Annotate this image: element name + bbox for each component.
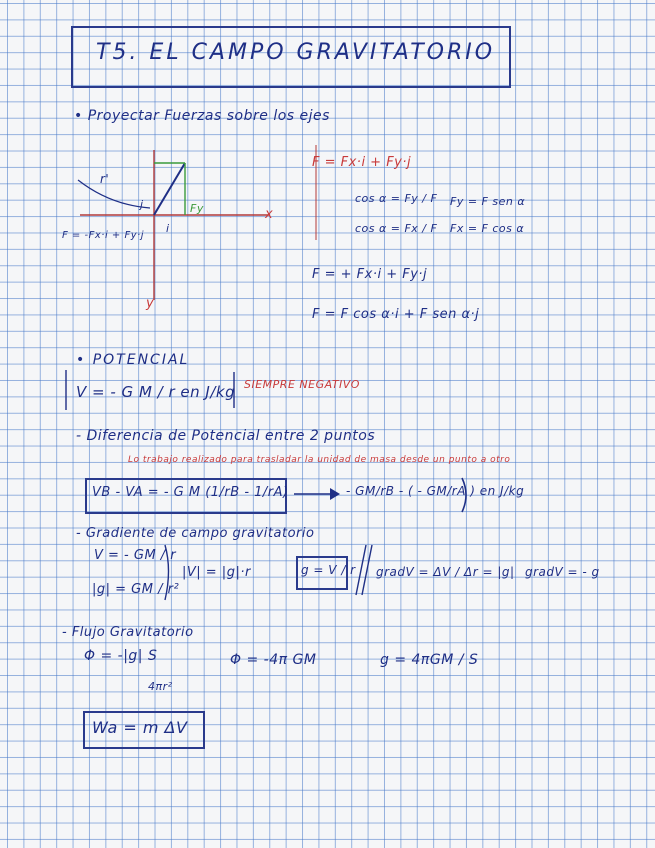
potencial-formula: V = - G M / r en J/kg: [76, 383, 236, 401]
difference-definition: Lo trabajo realizado para trasladar la unidad de masa desde un punto a otro: [128, 455, 511, 465]
eq-force-angle: F = F cos α·i + F sen α·j: [312, 307, 480, 322]
gradient-v-equation: V = - GM / r: [94, 548, 177, 563]
diagram-label-r: r': [100, 172, 110, 186]
gradient-relation: |V| = |g|·r: [182, 565, 251, 580]
flux-heading-text: Flujo Gravitatorio: [71, 625, 194, 640]
eq-force-components: F = Fx·i + Fy·j: [312, 155, 412, 170]
diagram-label-j: j: [140, 198, 144, 211]
flux-equation: Φ = -|g| S: [84, 648, 158, 664]
gradient-grad-vector: gradV = - g: [525, 565, 600, 579]
work-formula: Wa = m ΔV: [92, 718, 188, 737]
flux-total: Φ = -4π GM: [230, 652, 317, 668]
diagram-label-i: i: [166, 222, 170, 235]
eq-cos-fx: cos α = Fx / F: [355, 222, 438, 235]
potencial-note: SIEMPRE NEGATIVO: [244, 378, 360, 391]
potencial-heading-text: POTENCIAL: [92, 352, 190, 368]
section-heading-flux: - Flujo Gravitatorio: [62, 625, 194, 640]
section-heading-potencial: • POTENCIAL: [76, 352, 190, 368]
difference-result: - GM/rB - ( - GM/rA ) en J/kg: [346, 484, 525, 498]
eq-fy-sen: Fy = F sen α: [450, 195, 526, 208]
diagram-label-y: y: [146, 296, 155, 311]
section-heading-gradient: - Gradiente de campo gravitatorio: [76, 526, 315, 541]
gradient-heading-text: Gradiente de campo gravitatorio: [85, 526, 315, 541]
eq-force-sum: F = + Fx·i + Fy·j: [312, 267, 428, 282]
flux-area: 4πr²: [148, 680, 173, 693]
difference-formula: VB - VA = - G M (1/rB - 1/rA): [92, 485, 289, 500]
gradient-grad-equation: gradV = ΔV / Δr = |g|: [376, 565, 515, 579]
diagram-label-fy: Fy: [190, 202, 204, 215]
diagram-force-equation: F = -Fx·i + Fy·j: [62, 230, 145, 241]
eq-cos-fy: cos α = Fy / F: [355, 192, 438, 205]
gradient-g-equation: |g| = GM / r²: [92, 582, 180, 597]
gradient-boxed-formula: g = V / r: [301, 563, 356, 577]
section-heading-difference: - Diferencia de Potencial entre 2 puntos: [76, 428, 376, 444]
flux-field: g = 4πGM / S: [380, 652, 479, 668]
projection-heading-text: Proyectar Fuerzas sobre los ejes: [87, 108, 330, 124]
page-title: T5. EL CAMPO GRAVITATORIO: [96, 40, 496, 65]
diagram-label-x: x: [265, 207, 274, 222]
section-heading-projection: • Proyectar Fuerzas sobre los ejes: [74, 108, 330, 124]
eq-fx-cos: Fx = F cos α: [450, 222, 525, 235]
difference-heading-text: Diferencia de Potencial entre 2 puntos: [86, 428, 376, 444]
